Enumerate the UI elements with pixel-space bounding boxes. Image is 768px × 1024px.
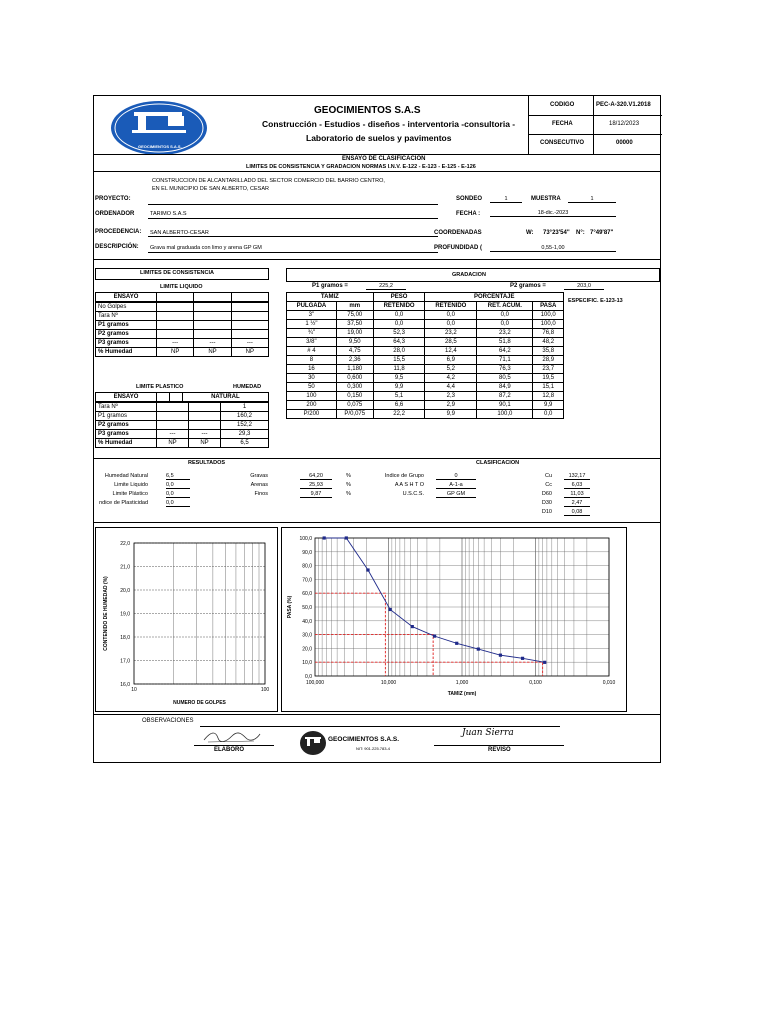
gradacion-cell: 2,3 — [425, 392, 477, 401]
gradacion-cell: 48,2 — [533, 338, 564, 347]
coeficiente-value: 0,08 — [564, 509, 590, 516]
gradacion-cell: 0,0 — [425, 311, 477, 320]
data-point — [366, 568, 369, 571]
mm-header: mm — [336, 302, 373, 311]
signature-reviso: Juan Sierra — [462, 728, 514, 738]
y-tick-label: 30,0 — [302, 632, 312, 639]
gradacion-cell: 4,75 — [336, 347, 373, 356]
table-row — [287, 347, 564, 356]
table-row — [96, 348, 269, 357]
gradacion-cell: ¾" — [287, 329, 337, 338]
coeficiente-value: 2,47 — [564, 500, 590, 507]
especific-label: ESPECIFIC. E-123-13 — [568, 298, 623, 304]
sondeo-value: 1 — [490, 196, 522, 203]
y-tick-label: 21,0 — [120, 564, 130, 571]
p1-value: 225,2 — [366, 283, 406, 290]
resultado-label: ndice de Plasticidad — [99, 500, 148, 506]
table-row — [287, 356, 564, 365]
gradacion-cell: 28,0 — [373, 347, 425, 356]
clasificacion-label: U.S.C.S. — [402, 491, 424, 497]
gradacion-cell: 100 — [287, 392, 337, 401]
data-point — [477, 647, 480, 650]
consecutivo-label: CONSECUTIVO — [540, 140, 585, 146]
liquido-value-cell — [157, 312, 194, 321]
coeficiente-value: 6,03 — [564, 482, 590, 489]
y-tick-label: 80,0 — [302, 563, 312, 570]
gradacion-cell: 0,600 — [336, 374, 373, 383]
gradacion-cell: 8 — [287, 356, 337, 365]
tamiz-header: TAMIZ — [287, 293, 374, 302]
liquido-value-cell — [231, 303, 268, 312]
gradacion-cell: 3/8" — [287, 338, 337, 347]
plastico-label-cell: Tara Nº — [96, 403, 157, 412]
table-row — [96, 293, 269, 302]
y-tick-label: 60,0 — [302, 591, 312, 598]
plastico-value-cell: 160,2 — [221, 412, 269, 421]
y-tick-label: 19,0 — [120, 611, 130, 618]
info-fecha-label: FECHA : — [456, 211, 481, 217]
gradacion-cell: 37,50 — [336, 320, 373, 329]
table-row — [287, 401, 564, 410]
lab-report-sheet — [93, 95, 661, 763]
gradacion-cell: 6,9 — [425, 356, 477, 365]
descripcion-label: DESCRIPCIÓN: — [95, 244, 139, 250]
pasa-header: PASA — [533, 302, 564, 311]
company-name: GEOCIMIENTOS S.A.S — [314, 105, 421, 116]
gradacion-cell: 0,150 — [336, 392, 373, 401]
granulometria-label: Arenas — [250, 482, 268, 488]
y-tick-label: 0,0 — [305, 674, 312, 680]
plastico-value-cell — [157, 421, 189, 430]
gradacion-cell: 16 — [287, 365, 337, 374]
gradacion-cell: 87,2 — [477, 392, 533, 401]
coeficiente-value: 11,03 — [564, 491, 590, 498]
gradacion-cell: 5,1 — [373, 392, 425, 401]
gradacion-cell: 0,075 — [336, 401, 373, 410]
table-row — [287, 293, 564, 302]
gradacion-cell: 28,5 — [425, 338, 477, 347]
report-title: ENSAYO DE CLASIFICACION — [342, 156, 426, 162]
consecutivo-value: 00000 — [616, 140, 633, 146]
gradacion-cell: 11,8 — [373, 365, 425, 374]
limite-liquido-rows — [95, 302, 269, 357]
y-tick-label: 17,0 — [120, 658, 130, 665]
codigo-value: PEC-A-320.V1.2018 — [596, 102, 651, 108]
coord-n-label: N°: — [576, 230, 585, 236]
gradacion-cell: 0,0 — [477, 320, 533, 329]
resultado-value: 6,5 — [166, 473, 190, 480]
series-line — [324, 538, 545, 662]
gradacion-cell: 0,0 — [373, 311, 425, 320]
clasificacion-value: 0 — [436, 473, 476, 480]
coeficiente-label: Cu — [544, 473, 552, 479]
resultado-label: Limite Plástico — [112, 491, 148, 497]
gradacion-cell: 0,300 — [336, 383, 373, 392]
liquido-value-cell — [194, 330, 231, 339]
plastico-value-cell: NP — [157, 439, 189, 448]
granulometria-value: 25,93 — [300, 482, 332, 489]
y-tick-label: 40,0 — [302, 618, 312, 625]
data-point — [499, 654, 502, 657]
coeficiente-label: D60 — [541, 491, 552, 497]
limites-title: LIMITES DE CONSISTENCIA — [140, 270, 214, 276]
gradacion-cell: 52,3 — [373, 329, 425, 338]
data-point — [433, 635, 436, 638]
footer-nit: NIT: 901.225.783-4 — [356, 746, 391, 751]
logo-text: GEOCIMIENTOS S.A.S. — [138, 144, 182, 149]
data-point — [323, 536, 326, 539]
liquido-value-cell: NP — [231, 348, 268, 357]
clasificacion-title: CLASIFICACION — [476, 460, 520, 466]
reference-line — [315, 662, 543, 676]
company-logo — [110, 100, 208, 156]
table-row — [287, 365, 564, 374]
y-tick-label: 100,0 — [299, 536, 312, 542]
resultado-value: 0,0 — [166, 482, 190, 489]
ensayo-header: ENSAYO — [96, 293, 157, 302]
plastico-value-cell: 152,2 — [221, 421, 269, 430]
table-row — [287, 374, 564, 383]
gradacion-cell: 23,2 — [477, 329, 533, 338]
plastico-ensayo-header: ENSAYO — [96, 393, 157, 402]
liquido-value-cell: NP — [157, 348, 194, 357]
gradacion-cell: 0,0 — [425, 320, 477, 329]
table-row — [96, 421, 269, 430]
plastico-value-cell — [157, 403, 189, 412]
gradacion-cell: 64,2 — [477, 347, 533, 356]
plastico-title: LIMITE PLASTICO — [136, 384, 184, 390]
liquido-value-cell — [194, 312, 231, 321]
data-point — [455, 642, 458, 645]
table-row — [96, 403, 269, 412]
x-axis-label: TAMIZ (mm) — [447, 691, 477, 697]
plastico-value-cell: --- — [189, 430, 221, 439]
table-row — [96, 439, 269, 448]
gradacion-cell: 9,9 — [533, 401, 564, 410]
p1-label: P1 gramos = — [312, 283, 348, 289]
peso-header: PESO — [373, 293, 425, 302]
ordenador-label: ORDENADOR — [95, 211, 135, 217]
report-subtitle: LIMITES DE CONSISTENCIA Y GRADACION NORMAS I.N.V. E-122 - E-123 - E-125 - E-126 — [246, 164, 476, 170]
clasificacion-label: Indice de Grupo — [384, 473, 424, 479]
gradacion-cell: 1 ½" — [287, 320, 337, 329]
data-point — [411, 625, 414, 628]
sondeo-label: SONDEO — [456, 196, 483, 202]
gradacion-cell: 50 — [287, 383, 337, 392]
humedad-header: HUMEDAD — [233, 384, 262, 390]
gradacion-cell: 0,0 — [373, 320, 425, 329]
liquido-value-cell — [231, 312, 268, 321]
resultados-title: RESULTADOS — [188, 460, 226, 466]
liquido-label-cell: P1 gramos — [96, 321, 157, 330]
elaboro-label: ELABORO — [214, 747, 244, 753]
gradacion-cell: 64,3 — [373, 338, 425, 347]
gradacion-cell: 4,4 — [425, 383, 477, 392]
gradacion-cell: 0,0 — [477, 311, 533, 320]
gradacion-cell: 2,36 — [336, 356, 373, 365]
granulometria-value: 9,87 — [300, 491, 332, 498]
liquido-label-cell: % Humedad — [96, 348, 157, 357]
plastico-value-cell: 6,5 — [221, 439, 269, 448]
table-row — [287, 338, 564, 347]
liquido-title: LIMITE LIQUIDO — [160, 284, 203, 290]
resultado-value: 0,0 — [166, 500, 190, 507]
porcentaje-header: PORCENTAJE — [425, 293, 564, 302]
plastico-value-cell: 1 — [221, 403, 269, 412]
info-fecha-value: 18-dic.-2023 — [490, 210, 616, 217]
gradacion-cell: 200 — [287, 401, 337, 410]
table-row — [96, 321, 269, 330]
table-row — [287, 410, 564, 419]
coeficiente-label: D30 — [541, 500, 552, 506]
x-tick-label: 10 — [131, 687, 137, 693]
muestra-value: 1 — [568, 196, 616, 203]
liquido-value-cell — [157, 321, 194, 330]
muestra-label: MUESTRA — [531, 196, 561, 202]
y-axis-label: CONTENIDO DE HUMEDAD (%) — [103, 576, 109, 651]
liquido-label-cell: P3 gramos — [96, 339, 157, 348]
plastico-label-cell: P3 gramos — [96, 430, 157, 439]
liquido-value-cell — [231, 321, 268, 330]
limite-plastico-header — [95, 392, 269, 402]
y-tick-label: 20,0 — [120, 588, 130, 594]
gradacion-cell: 80,5 — [477, 374, 533, 383]
gradacion-cell: 9,5 — [373, 374, 425, 383]
data-point — [389, 608, 392, 611]
liquido-value-cell — [194, 321, 231, 330]
gradacion-cell: 22,2 — [373, 410, 425, 419]
gradacion-cell: 75,00 — [336, 311, 373, 320]
p2-label: P2 gramos = — [510, 283, 546, 289]
gradacion-cell: 9,9 — [425, 410, 477, 419]
gradacion-cell: 100,0 — [477, 410, 533, 419]
plastico-value-cell: NP — [189, 439, 221, 448]
data-point — [345, 536, 348, 539]
table-row — [96, 430, 269, 439]
y-tick-label: 20,0 — [302, 646, 312, 653]
retenido-pct-header: RETENIDO — [425, 302, 477, 311]
table-row — [287, 320, 564, 329]
x-tick-label: 100,000 — [305, 680, 325, 686]
granulometria-unit: % — [346, 482, 351, 488]
liquido-value-cell: --- — [231, 339, 268, 348]
clasificacion-value: GP GM — [436, 491, 476, 498]
gradacion-cell: 5,2 — [425, 365, 477, 374]
table-row — [287, 383, 564, 392]
plastico-label-cell: P1 gramos — [96, 412, 157, 421]
pulgada-header: PULGADA — [287, 302, 337, 311]
liquido-label-cell: P2 gramos — [96, 330, 157, 339]
x-tick-label: 0,010 — [602, 680, 616, 686]
granulometria-unit: % — [346, 473, 351, 479]
gradacion-cell: 3" — [287, 311, 337, 320]
coord-w-value: 73°23'54" — [543, 230, 570, 236]
gradacion-cell: 84,9 — [477, 383, 533, 392]
liquido-value-cell: --- — [194, 339, 231, 348]
gradacion-cell: 1,180 — [336, 365, 373, 374]
gradacion-cell: 76,3 — [477, 365, 533, 374]
liquido-value-cell — [157, 330, 194, 339]
data-point — [543, 661, 546, 664]
proyecto-line-1: CONSTRUCCION DE ALCANTARILLADO DEL SECTOR COMERCIO DEL BARRIO CENTRO, — [152, 178, 385, 184]
gradacion-cell: 51,8 — [477, 338, 533, 347]
gradacion-cell: 28,9 — [533, 356, 564, 365]
coordenadas-label: COORDENADAS — [434, 230, 482, 236]
y-tick-label: 22,0 — [120, 541, 130, 547]
gradacion-cell: 12,4 — [425, 347, 477, 356]
gradacion-cell: # 4 — [287, 347, 337, 356]
plastico-value-cell — [157, 412, 189, 421]
gradacion-title: GRADACION — [452, 272, 486, 278]
granulometria-label: Finos — [254, 491, 268, 497]
y-tick-label: 16,0 — [120, 682, 130, 688]
gradacion-cell: 15,1 — [533, 383, 564, 392]
ordenador-value: TARIMO S.A.S — [150, 211, 187, 217]
gradacion-cell: 30 — [287, 374, 337, 383]
profundidad-label: PROFUNDIDAD ( — [434, 245, 482, 251]
fecha-label: FECHA — [552, 121, 573, 127]
fecha-value: 18/12/2023 — [609, 121, 640, 127]
gradacion-cell: 19,00 — [336, 329, 373, 338]
proyecto-label: PROYECTO: — [95, 196, 131, 202]
gradacion-cell: 9,50 — [336, 338, 373, 347]
liquido-label-cell: Tara Nº — [96, 312, 157, 321]
coord-w-label: W: — [526, 230, 534, 236]
y-axis-label: PASA (%) — [287, 595, 293, 619]
y-tick-label: 70,0 — [302, 577, 312, 584]
plastico-value-cell — [189, 403, 221, 412]
x-axis-label: NUMERO DE GOLPES — [173, 700, 226, 706]
liquido-value-cell — [231, 330, 268, 339]
coeficiente-label: D10 — [541, 509, 552, 515]
gradacion-cell: P/0,075 — [336, 410, 373, 419]
gradacion-cell: 2,9 — [425, 401, 477, 410]
gradacion-cell: 12,8 — [533, 392, 564, 401]
table-row — [96, 339, 269, 348]
resultado-value: 0,0 — [166, 491, 190, 498]
plastico-value-cell: --- — [157, 430, 189, 439]
natural-header: NATURAL — [182, 393, 268, 402]
table-row — [96, 393, 269, 402]
clasificacion-label: A A S H T O — [394, 482, 424, 488]
coeficiente-label: Cc — [545, 482, 552, 488]
clasificacion-value: A-1-a — [436, 482, 476, 489]
reference-line — [315, 635, 433, 676]
granulometria-value: 64,20 — [300, 473, 332, 480]
liquido-value-cell — [157, 303, 194, 312]
p2-value: 203,0 — [564, 283, 604, 290]
gradacion-cell: 23,7 — [533, 365, 564, 374]
gradacion-cell: 100,0 — [533, 320, 564, 329]
procedencia-label: PROCEDENCIA: — [95, 229, 142, 235]
plastico-label-cell: P2 gramos — [96, 421, 157, 430]
liquido-value-cell: NP — [194, 348, 231, 357]
company-tagline-2: Laboratorio de suelos y pavimentos — [306, 133, 452, 143]
gradacion-cell: 6,6 — [373, 401, 425, 410]
data-point — [521, 657, 524, 660]
coeficiente-value: 132,17 — [564, 473, 590, 480]
table-row — [287, 302, 564, 311]
table-row — [96, 330, 269, 339]
table-row — [287, 311, 564, 320]
granulometria-unit: % — [346, 491, 351, 497]
gradacion-cell: 15,5 — [373, 356, 425, 365]
granulometria-label: Gravas — [250, 473, 268, 479]
gradacion-cell: 100,0 — [533, 311, 564, 320]
x-tick-label: 100 — [260, 687, 270, 693]
table-row — [96, 312, 269, 321]
gradacion-cell: 76,8 — [533, 329, 564, 338]
reviso-label: REVISO — [488, 747, 511, 753]
proyecto-line-2: EN EL MUNICIPIO DE SAN ALBERTO, CESAR — [152, 186, 269, 192]
plastico-value-cell — [189, 412, 221, 421]
liquido-value-cell — [194, 303, 231, 312]
ret-acum-header: RET. ACUM. — [477, 302, 533, 311]
x-tick-label: 1,000 — [455, 680, 469, 686]
liquido-value-cell: --- — [157, 339, 194, 348]
gradacion-cell: 19,5 — [533, 374, 564, 383]
plastico-value-cell: 29,3 — [221, 430, 269, 439]
limite-liquido-table — [95, 292, 269, 302]
y-tick-label: 10,0 — [302, 660, 312, 667]
table-row — [96, 412, 269, 421]
resultado-label: Humedad Natural — [104, 473, 148, 479]
humedad-chart — [95, 527, 278, 712]
codigo-label: CODIGO — [550, 102, 575, 108]
table-row — [287, 329, 564, 338]
limite-plastico-rows — [95, 402, 269, 448]
y-tick-label: 50,0 — [302, 605, 312, 611]
profundidad-value: 0,55-1,00 — [490, 245, 616, 252]
coord-n-value: 7°49'87" — [590, 230, 614, 236]
y-tick-label: 90,0 — [302, 549, 312, 556]
footer-logo-name: GEOCIMIENTOS S.A.S. — [328, 736, 400, 743]
gradacion-chart — [281, 527, 627, 712]
gradacion-cell: 9,9 — [373, 383, 425, 392]
x-tick-label: 10,000 — [380, 680, 397, 686]
signature-elaboro — [202, 728, 262, 746]
procedencia-value: SAN ALBERTO-CESAR — [150, 230, 209, 236]
observaciones-label: OBSERVACIONES — [142, 718, 194, 724]
company-tagline: Construcción - Estudios - diseños - interventoria -consultoria - — [262, 119, 516, 129]
table-row — [287, 392, 564, 401]
gradacion-table — [286, 292, 564, 419]
gradacion-cell: 35,8 — [533, 347, 564, 356]
descripcion-value: Grava mal graduada con limo y arena GP GM — [150, 245, 262, 251]
gradacion-cell: 0,0 — [533, 410, 564, 419]
y-tick-label: 18,0 — [120, 635, 130, 641]
table-row — [96, 303, 269, 312]
gradacion-cell: 71,1 — [477, 356, 533, 365]
footer-logo — [299, 730, 327, 761]
gradacion-cell: 4,2 — [425, 374, 477, 383]
liquido-label-cell: No Golpes — [96, 303, 157, 312]
gradacion-cell: 23,2 — [425, 329, 477, 338]
gradacion-cell: P/200 — [287, 410, 337, 419]
plastico-value-cell — [189, 421, 221, 430]
retenido-header: RETENIDO — [373, 302, 425, 311]
plastico-label-cell: % Humedad — [96, 439, 157, 448]
resultado-label: Limite Liquido — [114, 482, 148, 488]
x-tick-label: 0,100 — [529, 680, 542, 686]
gradacion-cell: 90,1 — [477, 401, 533, 410]
